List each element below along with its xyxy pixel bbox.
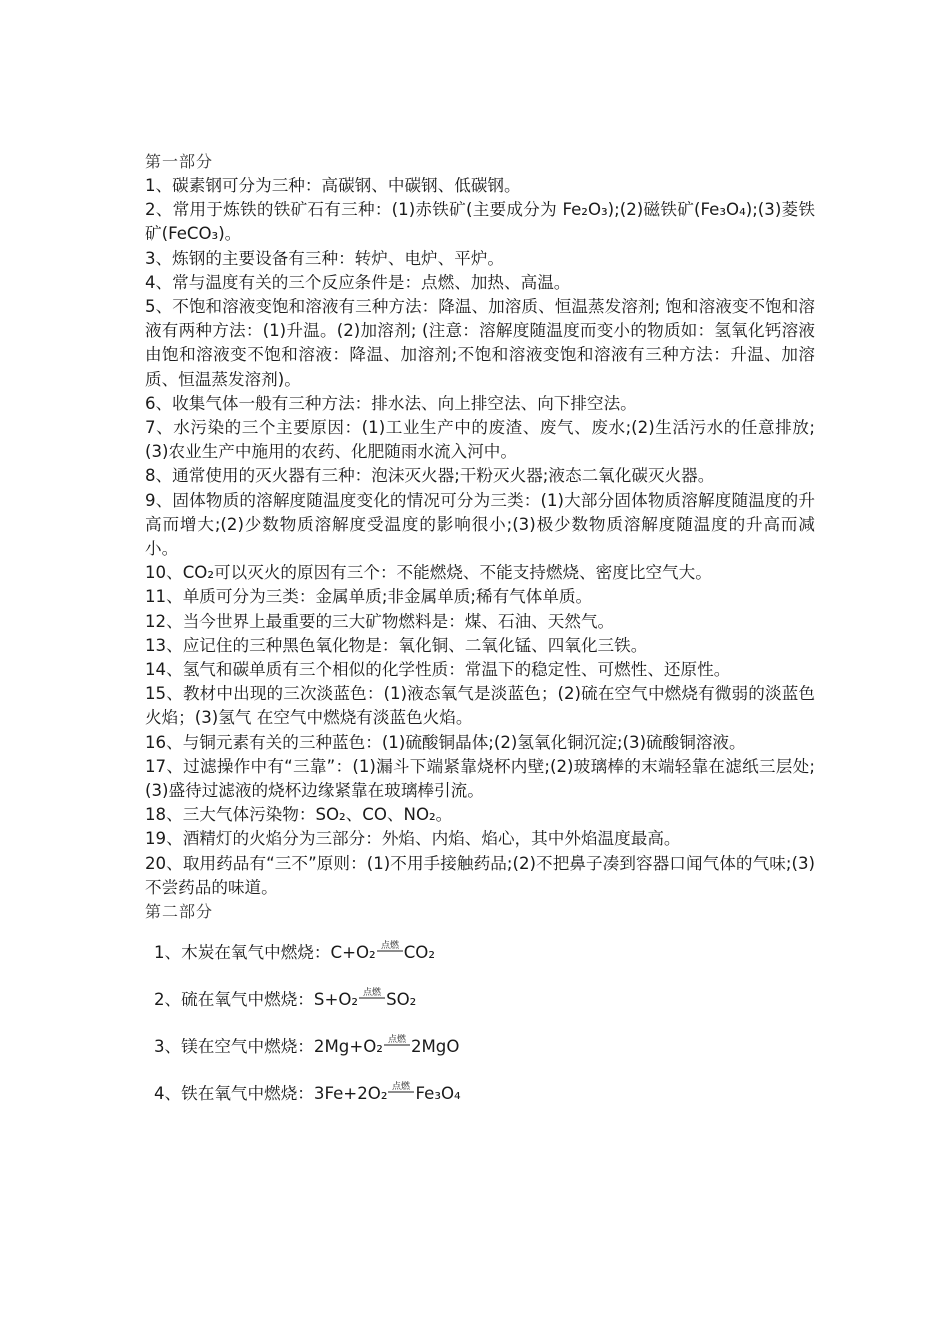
reaction-arrow <box>376 940 404 965</box>
list-item: 15、教材中出现的三次淡蓝色：(1)液态氧气是淡蓝色；(2)硫在空气中燃烧有微弱的淡蓝色火焰；(3)氢气 在空气中燃烧有淡蓝色火焰。 <box>145 684 815 728</box>
equation-label: 3、镁在空气中燃烧： <box>154 1037 314 1057</box>
equation-reactants: S+O₂ <box>313 990 359 1010</box>
equation-products: Fe₃O₄ <box>415 1084 461 1104</box>
equation-label: 4、铁在氧气中燃烧： <box>154 1084 314 1104</box>
list-item: 6、收集气体一般有三种方法：排水法、向上排空法、向下排空法。 <box>145 393 637 413</box>
list-item: 16、与铜元素有关的三种蓝色：(1)硫酸铜晶体;(2)氢氧化铜沉淀;(3)硫酸铜溶液。 <box>145 732 746 752</box>
equation-products: 2MgO <box>410 1037 460 1057</box>
list-item: 13、应记住的三种黑色氧化物是：氧化铜、二氧化锰、四氧化三铁。 <box>145 635 648 655</box>
equation-reactants: 3Fe+2O₂ <box>313 1084 388 1104</box>
list-item: 1、碳素钢可分为三种：高碳钢、中碳钢、低碳钢。 <box>145 176 521 195</box>
section-title-part2: 第二部分 <box>145 902 214 922</box>
equation-products: CO₂ <box>403 943 436 963</box>
reaction-condition-arrow <box>358 987 386 1007</box>
equation-list <box>154 940 815 1105</box>
list-item: 2、常用于炼铁的铁矿石有三种：(1)赤铁矿(主要成分为 Fe₂O₃);(2)磁铁矿(Fe₃O₄);(3)菱铁矿(FeCO₃)。 <box>145 200 815 244</box>
equation-row <box>154 940 815 964</box>
reaction-condition-arrow <box>376 940 404 960</box>
list-item: 8、通常使用的灭火器有三种：泡沫灭火器;干粉灭火器;液态二氧化碳灭火器。 <box>145 466 715 486</box>
equation-reactants: C+O₂ <box>330 943 376 963</box>
equation-label: 1、木炭在氧气中燃烧： <box>154 943 331 963</box>
reaction-condition: 点燃 <box>380 941 399 952</box>
equation-reactants: 2Mg+O₂ <box>313 1037 383 1057</box>
equation-label: 2、硫在氧气中燃烧： <box>154 990 314 1010</box>
reaction-condition: 点燃 <box>392 1082 411 1093</box>
list-item: 19、酒精灯的火焰分为三部分：外焰、内焰、焰心，其中外焰温度最高。 <box>145 829 681 849</box>
list-item: 7、水污染的三个主要原因：(1)工业生产中的废渣、废气、废水;(2)生活污水的任意排放;(3)农业生产中施用的农药、化肥随雨水流入河中。 <box>145 418 815 462</box>
list-item: 20、取用药品有“三不”原则：(1)不用手接触药品;(2)不把鼻子凑到容器口闻气体的气味;(3)不尝药品的味道。 <box>145 853 815 897</box>
reaction-condition: 点燃 <box>387 1035 406 1046</box>
reaction-condition-arrow <box>387 1081 415 1101</box>
reaction-arrow <box>387 1081 415 1106</box>
list-item: 18、三大气体污染物：SO₂、CO、NO₂。 <box>145 805 453 825</box>
list-item: 5、不饱和溶液变饱和溶液有三种方法：降温、加溶质、恒温蒸发溶剂; 饱和溶液变不饱和溶液有两种方法：(1)升温。(2)加溶剂; (注意：溶解度随温度而变小的物质如：氢氧化钙溶液由饱和溶液变不饱和溶液：降温、加溶剂;不饱和溶液变饱和溶液有三种方法：升温、加溶质、恒温蒸发溶剂)。 <box>145 297 815 389</box>
document-page <box>145 150 815 1128</box>
list-item: 9、固体物质的溶解度随温度变化的情况可分为三类：(1)大部分固体物质溶解度随温度的升高而增大;(2)少数物质溶解度受温度的影响很小;(3)极少数物质溶解度随温度的升高而减小。 <box>145 490 815 559</box>
list-item: 10、CO₂可以灭火的原因有三个：不能燃烧、不能支持燃烧、密度比空气大。 <box>145 563 712 583</box>
list-item: 11、单质可分为三类：金属单质;非金属单质;稀有气体单质。 <box>145 587 593 607</box>
list-item: 3、炼钢的主要设备有三种：转炉、电炉、平炉。 <box>145 248 505 268</box>
reaction-arrow <box>383 1034 411 1059</box>
section-title-part1: 第一部分 <box>145 152 214 171</box>
list-item: 12、当今世界上最重要的三大矿物燃料是：煤、石油、天然气。 <box>145 611 615 631</box>
equation-row <box>154 1034 815 1058</box>
list-item: 17、过滤操作中有“三靠”：(1)漏斗下端紧靠烧杯内壁;(2)玻璃棒的末端轻靠在滤纸三层处;(3)盛待过滤液的烧杯边缘紧靠在玻璃棒引流。 <box>145 756 815 801</box>
reaction-arrow <box>358 987 386 1012</box>
equation-row <box>154 987 815 1011</box>
equation-row <box>154 1081 815 1105</box>
list-item: 4、常与温度有关的三个反应条件是：点燃、加热、高温。 <box>145 272 571 292</box>
reaction-condition: 点燃 <box>363 988 382 999</box>
equation-products: SO₂ <box>386 990 417 1010</box>
list-item: 14、氢气和碳单质有三个相似的化学性质：常温下的稳定性、可燃性、还原性。 <box>145 660 731 680</box>
reaction-condition-arrow <box>383 1034 411 1054</box>
facts-list <box>145 174 815 900</box>
